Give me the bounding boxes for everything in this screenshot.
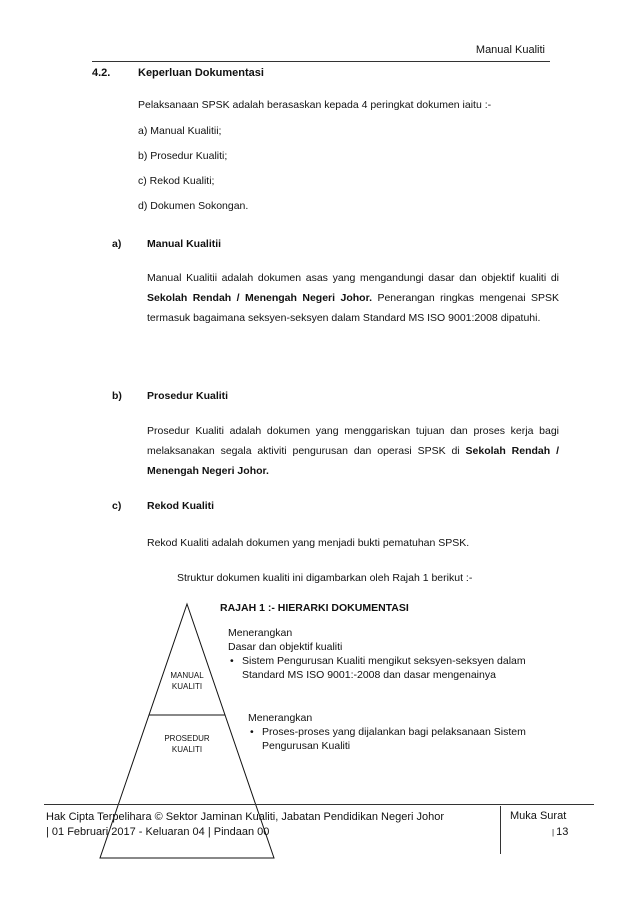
- footer-separator: [500, 806, 501, 854]
- page-number: [552, 826, 568, 838]
- page-label: Muka Surat: [510, 810, 567, 822]
- description-line: Dasar dan objektif kualiti: [228, 641, 343, 653]
- list-item: a) Manual Kualitii;: [138, 125, 222, 137]
- manual-description: [228, 626, 548, 682]
- paragraph-text: Penerangan ringkas mengenai SPSK termasuk bagaimana seksyen-seksyen dalam Standard MS ISO 9001:2008 dipatuhi.: [147, 292, 559, 324]
- list-item: c) Rekod Kualiti;: [138, 175, 215, 187]
- page-bar: |: [552, 828, 555, 837]
- section-number: 4.2.: [92, 67, 111, 79]
- header-title: Manual Kualiti: [475, 44, 545, 56]
- list-item: d) Dokumen Sokongan.: [138, 200, 249, 212]
- description-list: [228, 654, 548, 682]
- description-list: [248, 725, 548, 753]
- description-line: Menerangkan: [248, 712, 313, 724]
- intro-text: Pelaksanaan SPSK adalah berasaskan kepada 4 peringkat dokumen iaitu :-: [138, 99, 492, 111]
- footer-divider: [44, 804, 594, 805]
- footer-copyright: [46, 810, 444, 840]
- list-item: b) Prosedur Kualiti;: [138, 150, 228, 162]
- paragraph-text: Prosedur Kualiti adalah dokumen yang menggariskan tujuan dan proses kerja bagi melaksanakan segala aktiviti pengurusan dan operasi SPSK di: [147, 425, 559, 457]
- label-line: KUALITI: [171, 682, 203, 691]
- paragraph-text: Manual Kualitii adalah dokumen asas yang mengandungi dasar dan objektif kualiti di: [147, 272, 559, 284]
- label-line: KUALITI: [171, 745, 203, 754]
- diagram-intro: Struktur dokumen kualiti ini digambarkan oleh Rajah 1 berikut :-: [177, 572, 473, 584]
- footer-line: Hak Cipta Terpelihara © Sektor Jaminan Kualiti, Jabatan Pendidikan Negeri Johor: [46, 811, 445, 823]
- paragraph-bold-text: Sekolah Rendah / Menengah Negeri Johor.: [147, 292, 373, 304]
- label-line: PROSEDUR: [164, 734, 210, 743]
- pyramid-top-label: [147, 670, 227, 692]
- footer-line: | 01 Februari 2017 - Keluaran 04 | Pindaan 00: [46, 826, 270, 838]
- description-line: Menerangkan: [228, 627, 293, 639]
- subsection-c-paragraph: Rekod Kualiti adalah dokumen yang menjadi bukti pematuhan SPSK.: [147, 537, 470, 549]
- subsection-c-letter: c): [112, 500, 122, 512]
- pyramid-middle-label: [147, 733, 227, 755]
- subsection-c-title: Rekod Kualiti: [147, 500, 215, 512]
- prosedur-description: [248, 711, 548, 753]
- label-line: MANUAL: [170, 671, 204, 680]
- description-bullet: • Proses-proses yang dijalankan bagi pelaksanaan Sistem Pengurusan Kualiti: [260, 725, 548, 753]
- paragraph-bold-text: Sekolah Rendah / Menengah Negeri Johor.: [147, 445, 559, 477]
- section-title: Keperluan Dokumentasi: [138, 67, 264, 79]
- subsection-a-letter: a): [112, 238, 122, 250]
- subsection-b-letter: b): [112, 390, 122, 402]
- subsection-b-title: Prosedur Kualiti: [147, 390, 229, 402]
- diagram-title: RAJAH 1 :- HIERARKI DOKUMENTASI: [220, 602, 409, 614]
- page-number-value: 13: [556, 826, 569, 838]
- subsection-a-title: Manual Kualitii: [147, 238, 222, 250]
- description-bullet: • Sistem Pengurusan Kualiti mengikut seksyen-seksyen dalam Standard MS ISO 9001:-2008 dan dasar mengenainya: [240, 654, 548, 682]
